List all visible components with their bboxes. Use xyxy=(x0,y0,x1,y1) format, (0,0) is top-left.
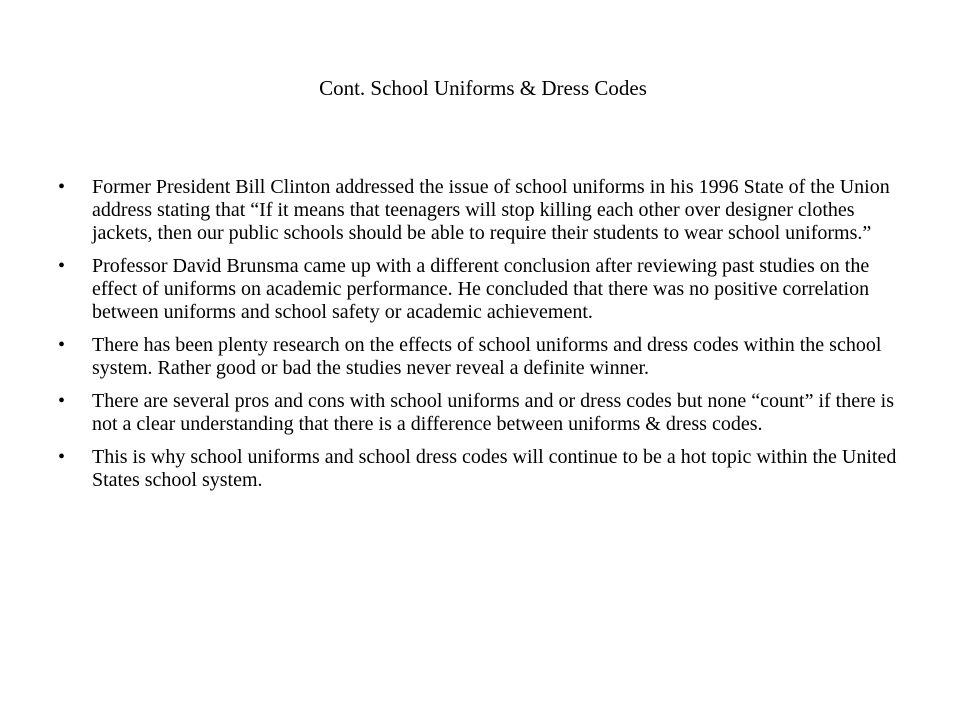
bullet-text: Former President Bill Clinton addressed the issue of school uniforms in his 1996 State of the Union address stating that “If it means that teenagers will stop killing each other over designer clothes jackets, then our public schools should be able to require their students to wear school uniforms.” xyxy=(92,176,890,244)
bullet-icon: • xyxy=(58,334,66,356)
bullet-text: There are several pros and cons with school uniforms and or dress codes but none “count” if there is not a clear understanding that there is a difference between uniforms & dress codes. xyxy=(92,390,894,435)
bullet-item-2 xyxy=(58,255,914,324)
bullet-item-5 xyxy=(58,446,914,492)
bullet-icon: • xyxy=(58,176,66,198)
bullet-icon: • xyxy=(58,446,66,468)
bullet-text: Professor David Brunsma came up with a different conclusion after reviewing past studies on the effect of uniforms on academic performance. He concluded that there was no positive correlation between uniforms and school safety or academic achievement. xyxy=(92,255,870,323)
bullet-icon: • xyxy=(58,255,66,277)
bullet-item-4 xyxy=(58,390,914,436)
bullet-item-1 xyxy=(58,176,914,245)
bullet-item-3 xyxy=(58,334,914,380)
slide-title: Cont. School Uniforms & Dress Codes xyxy=(319,76,647,100)
bullet-text: This is why school uniforms and school dress codes will continue to be a hot topic within the United States school system. xyxy=(92,446,897,491)
bullet-text: There has been plenty research on the effects of school uniforms and dress codes within the school system. Rather good or bad the studies never reveal a definite winner. xyxy=(92,334,882,379)
bullet-icon: • xyxy=(58,390,66,412)
bullet-list xyxy=(58,176,914,502)
